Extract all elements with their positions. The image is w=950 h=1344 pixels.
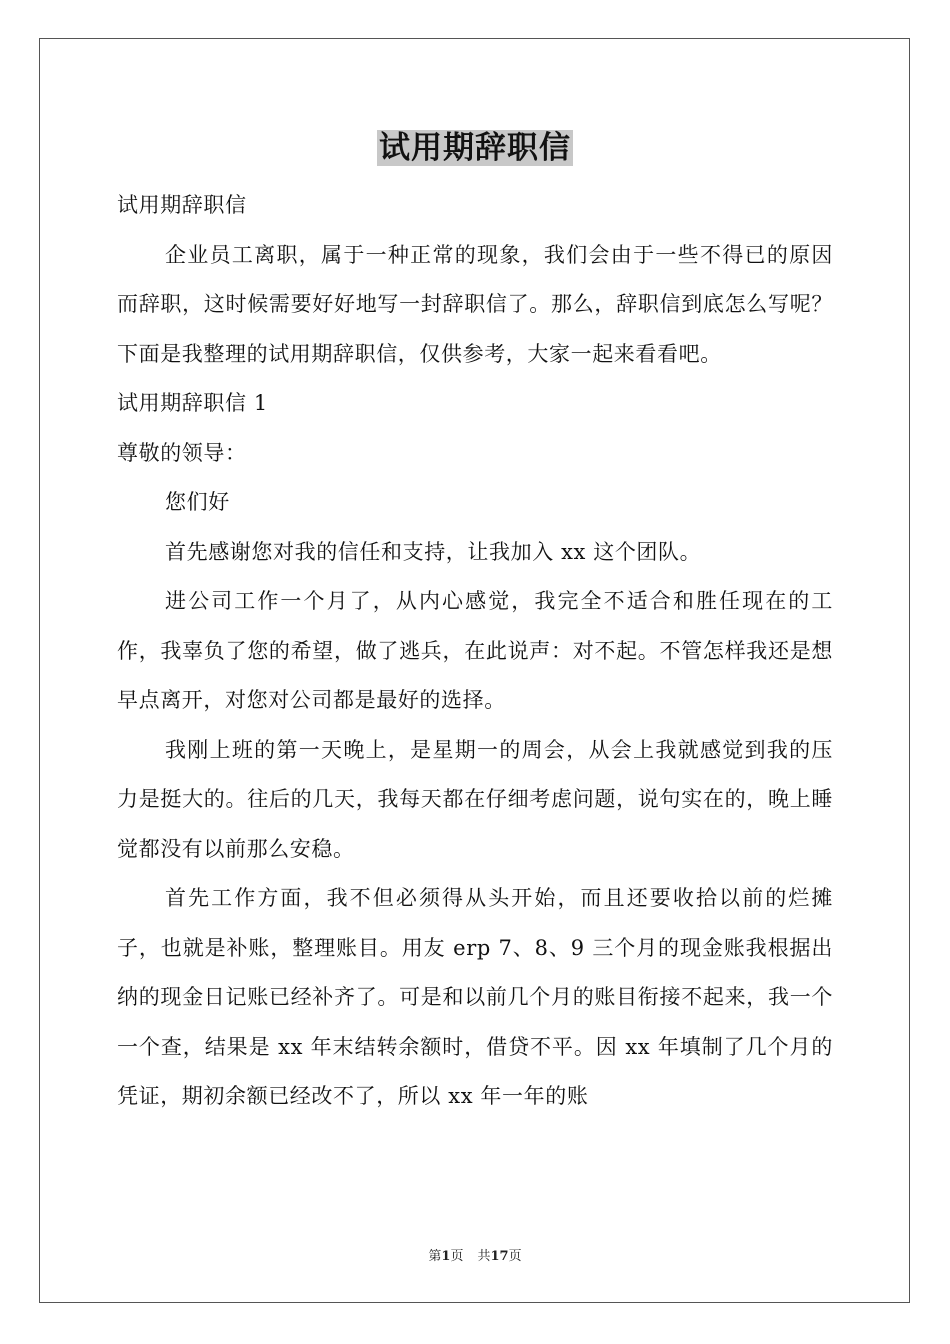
body-paragraph: 首先工作方面，我不但必须得从头开始，而且还要收拾以前的烂摊子，也就是补账，整理账目。用友 erp 7、8、9 三个月的现金账我根据出纳的现金日记账已经补齐了。可是和以前几个月的账目衔接不起来，我一个一个查，结果是 xx 年末结转余额时，借贷不平。因 xx 年填制了几个月的凭证，期初余额已经改不了，所以 xx 年一年的账 <box>117 886 833 1108</box>
greeting: 您们好 <box>165 490 230 514</box>
page-footer <box>0 1248 950 1266</box>
total-unit: 页 <box>508 1249 522 1264</box>
document-body <box>117 181 833 1122</box>
document-title <box>0 128 950 168</box>
total-prefix: 共 <box>477 1249 491 1264</box>
subtitle-line: 试用期辞职信 <box>117 193 247 217</box>
body-paragraph: 我刚上班的第一天晚上，是星期一的周会，从会上我就感觉到我的压力是挺大的。往后的几天，我每天都在仔细考虑问题，说句实在的，晚上睡觉都没有以前那么安稳。 <box>117 737 833 861</box>
page-unit: 页 <box>450 1249 464 1264</box>
page-total: 17 <box>490 1249 509 1264</box>
document-title-text: 试用期辞职信 <box>379 130 571 166</box>
salutation: 尊敬的领导： <box>117 440 247 465</box>
page-prefix: 第 <box>428 1249 442 1264</box>
body-paragraph: 首先感谢您对我的信任和支持，让我加入 xx 这个团队。 <box>165 539 702 564</box>
section-heading: 试用期辞职信 1 <box>117 391 268 415</box>
page-current: 1 <box>441 1249 451 1264</box>
body-paragraph: 进公司工作一个月了，从内心感觉，我完全不适合和胜任现在的工作，我辜负了您的希望，做了逃兵，在此说声：对不起。不管怎样我还是想早点离开，对您对公司都是最好的选择。 <box>117 589 833 712</box>
intro-paragraph: 企业员工离职，属于一种正常的现象，我们会由于一些不得已的原因而辞职，这时候需要好好地写一封辞职信了。那么，辞职信到底怎么写呢？下面是我整理的试用期辞职信，仅供参考，大家一起来看看吧。 <box>117 242 833 366</box>
